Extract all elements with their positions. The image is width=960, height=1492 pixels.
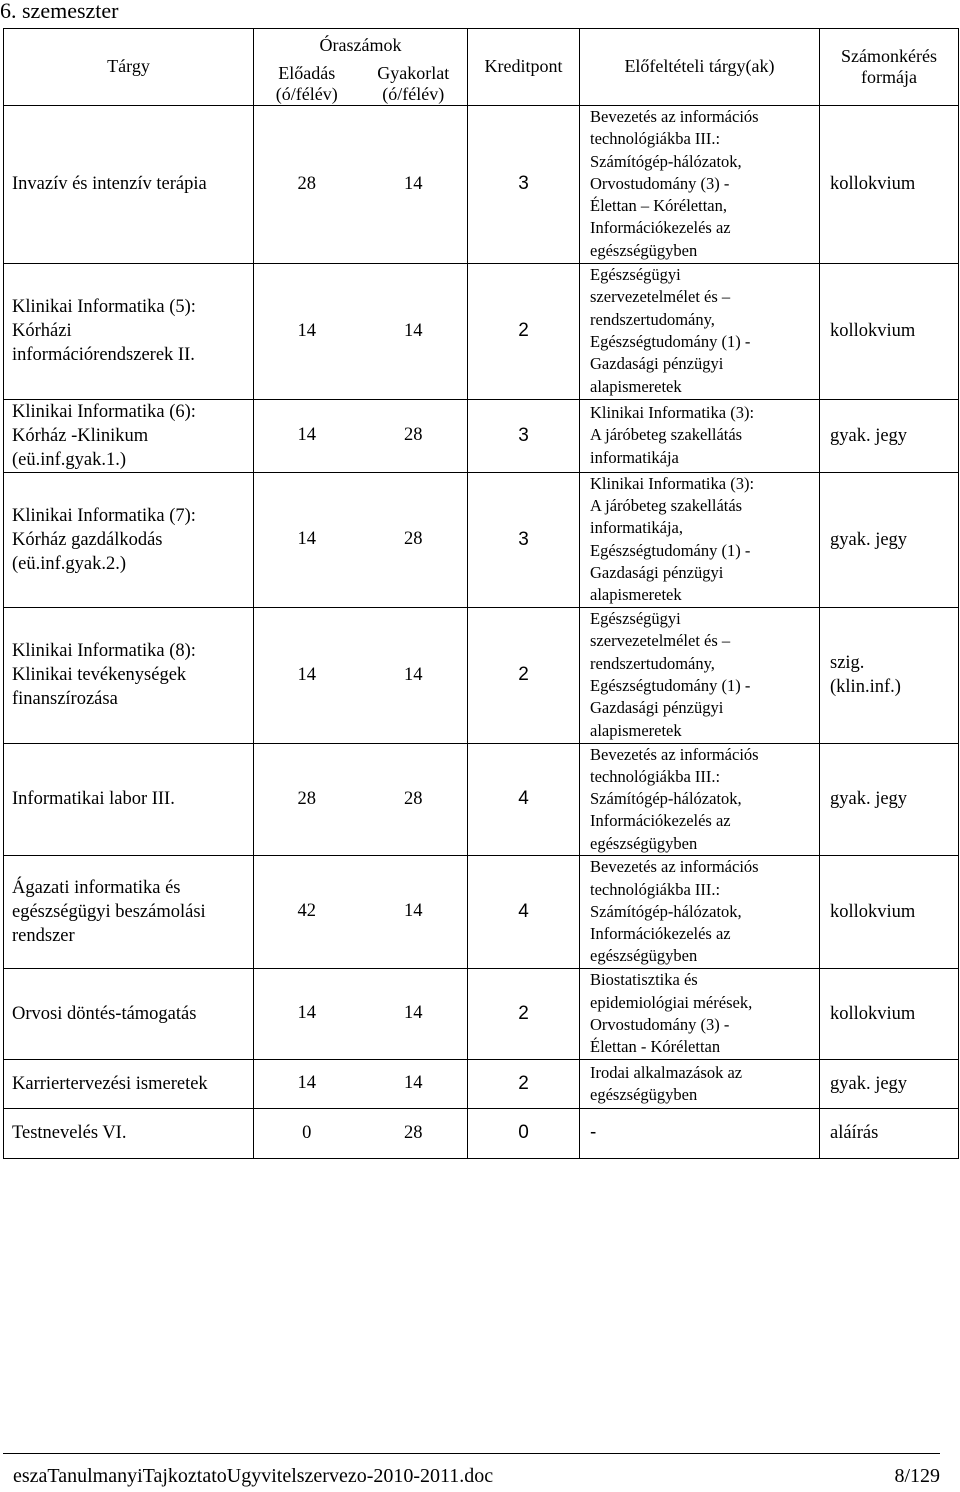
credit-cell: 2 — [468, 607, 580, 743]
prerequisite-cell: Bevezetés az információs technológiákba III.: Számítógép-hálózatok, Információkezelés az egészségügyben — [580, 855, 820, 968]
course-table — [3, 28, 959, 1159]
practice-hours-cell: 28 — [360, 472, 468, 607]
prerequisite-cell: - — [580, 1108, 820, 1158]
practice-hours-cell: 14 — [360, 105, 468, 263]
exam-form-cell: szig. (klin.inf.) — [820, 607, 959, 743]
header-subject: Tárgy — [4, 29, 254, 106]
lecture-hours-cell: 28 — [254, 105, 360, 263]
exam-form-cell: kollokvium — [820, 855, 959, 968]
header-practice: Gyakorlat (ó/félév) — [360, 63, 468, 106]
subject-cell: Klinikai Informatika (8): Klinikai tevékenységek finanszírozása — [4, 607, 254, 743]
exam-form-cell: gyak. jegy — [820, 1059, 959, 1108]
header-prereq: Előfeltételi tárgy(ak) — [580, 29, 820, 106]
credit-cell: 0 — [468, 1108, 580, 1158]
practice-hours-cell: 14 — [360, 263, 468, 399]
exam-form-cell: kollokvium — [820, 105, 959, 263]
credit-cell: 4 — [468, 855, 580, 968]
lecture-hours-cell: 14 — [254, 607, 360, 743]
credit-cell: 2 — [468, 263, 580, 399]
prerequisite-cell: Biostatisztika és epidemiológiai mérések, Orvostudomány (3) - Élettan - Kórélettan — [580, 968, 820, 1059]
prerequisite-cell: Egészségügyi szervezetelmélet és – rendszertudomány, Egészségtudomány (1) - Gazdasági pénzügyi alapismeretek — [580, 607, 820, 743]
credit-cell: 4 — [468, 743, 580, 855]
table-row — [4, 472, 959, 607]
subject-cell: Klinikai Informatika (6): Kórház -Klinikum (eü.inf.gyak.1.) — [4, 399, 254, 472]
prerequisite-cell: Bevezetés az információs technológiákba III.: Számítógép-hálózatok, Információkezelés az egészségügyben — [580, 743, 820, 855]
semester-title: 6. szemeszter — [0, 0, 119, 23]
subject-cell: Klinikai Informatika (5): Kórházi információrendszerek II. — [4, 263, 254, 399]
header-credits: Kreditpont — [468, 29, 580, 106]
lecture-hours-cell: 28 — [254, 743, 360, 855]
lecture-hours-cell: 42 — [254, 855, 360, 968]
prerequisite-cell: Klinikai Informatika (3): A járóbeteg szakellátás informatikája — [580, 399, 820, 472]
table-row — [4, 105, 959, 263]
lecture-hours-cell: 14 — [254, 399, 360, 472]
table-row — [4, 1108, 959, 1158]
table-row — [4, 263, 959, 399]
exam-form-cell: kollokvium — [820, 968, 959, 1059]
credit-cell: 3 — [468, 399, 580, 472]
subject-cell: Klinikai Informatika (7): Kórház gazdálkodás (eü.inf.gyak.2.) — [4, 472, 254, 607]
table-row — [4, 1059, 959, 1108]
table-header — [4, 29, 959, 106]
prerequisite-cell: Egészségügyi szervezetelmélet és – rendszertudomány, Egészségtudomány (1) - Gazdasági pénzügyi alapismeretek — [580, 263, 820, 399]
exam-form-cell: aláírás — [820, 1108, 959, 1158]
footer-divider — [3, 1453, 940, 1454]
lecture-hours-cell: 14 — [254, 472, 360, 607]
lecture-hours-cell: 14 — [254, 1059, 360, 1108]
header-lecture: Előadás (ó/félév) — [254, 63, 360, 106]
subject-cell: Informatikai labor III. — [4, 743, 254, 855]
table-row — [4, 607, 959, 743]
practice-hours-cell: 14 — [360, 1059, 468, 1108]
table-row — [4, 399, 959, 472]
exam-form-cell: gyak. jegy — [820, 399, 959, 472]
practice-hours-cell: 14 — [360, 607, 468, 743]
table-body — [4, 105, 959, 1158]
practice-hours-cell: 14 — [360, 968, 468, 1059]
practice-hours-cell: 28 — [360, 399, 468, 472]
header-exam-form: Számonkérés formája — [820, 29, 959, 106]
subject-cell: Karriertervezési ismeretek — [4, 1059, 254, 1108]
table-row — [4, 855, 959, 968]
table-row — [4, 743, 959, 855]
header-hours-group: Óraszámok — [254, 29, 468, 63]
practice-hours-cell: 14 — [360, 855, 468, 968]
subject-cell: Testnevelés VI. — [4, 1108, 254, 1158]
lecture-hours-cell: 14 — [254, 263, 360, 399]
table-row — [4, 968, 959, 1059]
subject-cell: Ágazati informatika és egészségügyi beszámolási rendszer — [4, 855, 254, 968]
practice-hours-cell: 28 — [360, 743, 468, 855]
subject-cell: Invazív és intenzív terápia — [4, 105, 254, 263]
lecture-hours-cell: 14 — [254, 968, 360, 1059]
exam-form-cell: kollokvium — [820, 263, 959, 399]
exam-form-cell: gyak. jegy — [820, 743, 959, 855]
footer-page-number: 8/129 — [894, 1465, 940, 1487]
prerequisite-cell: Klinikai Informatika (3): A járóbeteg szakellátás informatikája, Egészségtudomány (1) - Gazdasági pénzügyi alapismeretek — [580, 472, 820, 607]
exam-form-cell: gyak. jegy — [820, 472, 959, 607]
practice-hours-cell: 28 — [360, 1108, 468, 1158]
credit-cell: 3 — [468, 105, 580, 263]
credit-cell: 3 — [468, 472, 580, 607]
prerequisite-cell: Bevezetés az információs technológiákba III.: Számítógép-hálózatok, Orvostudomány (3) - Élettan – Kórélettan, Információkezelés az egészségügyben — [580, 105, 820, 263]
credit-cell: 2 — [468, 1059, 580, 1108]
lecture-hours-cell: 0 — [254, 1108, 360, 1158]
subject-cell: Orvosi döntés-támogatás — [4, 968, 254, 1059]
credit-cell: 2 — [468, 968, 580, 1059]
footer-filename: eszaTanulmanyiTajkoztatoUgyvitelszervezo-2010-2011.doc — [13, 1465, 494, 1487]
prerequisite-cell: Irodai alkalmazások az egészségügyben — [580, 1059, 820, 1108]
